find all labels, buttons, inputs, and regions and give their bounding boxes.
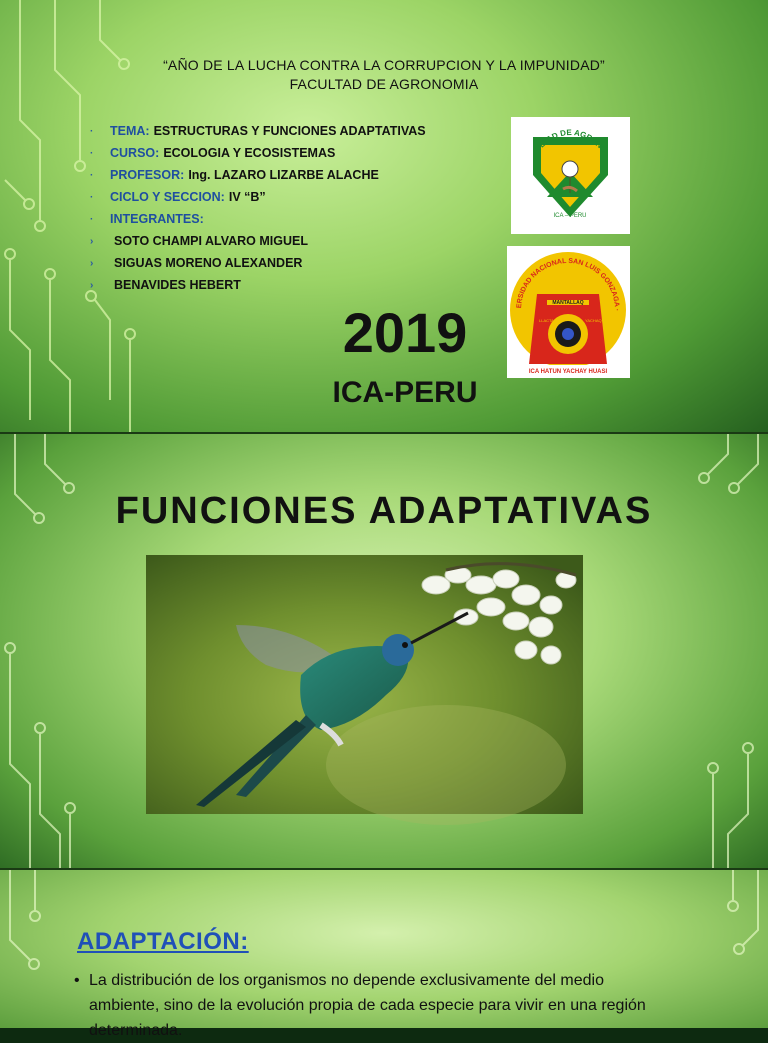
university-logo-side-right: YACHAQ (585, 318, 602, 323)
bullet: › (90, 279, 94, 291)
info-row-profesor (90, 164, 490, 186)
slide-title: FUNCIONES ADAPTATIVAS (115, 490, 653, 532)
hummingbird-photo (146, 555, 583, 814)
member-row (90, 252, 490, 274)
section-title: ADAPTACIÓN: (77, 928, 249, 955)
university-logo-top-text: MANTALLAQ (552, 300, 584, 306)
slide-header (0, 56, 768, 94)
info-label: PROFESOR: (110, 168, 185, 182)
university-logo-side-left: LLACTA (539, 318, 554, 323)
location: ICA-PERU (332, 376, 478, 409)
header-line-1: “AÑO DE LA LUCHA CONTRA LA CORRUPCION Y LA IMPUNIDAD” (163, 57, 605, 73)
info-row-tema (90, 120, 490, 142)
university-logo-ring-text: ERSIDAD NACIONAL SAN LUIS GONZAGA · (515, 257, 621, 312)
member-row (90, 274, 490, 296)
info-row-integrantes (90, 208, 490, 230)
year: 2019 (342, 301, 468, 364)
bullet: · (90, 125, 94, 137)
bullet: › (90, 235, 94, 247)
member-row (90, 230, 490, 252)
info-value: IV “B” (228, 190, 266, 204)
university-logo (507, 246, 630, 378)
faculty-logo-text: ULTAD DE AGRONO (532, 127, 610, 155)
info-label: TEMA: (110, 124, 150, 138)
functions-slide (0, 434, 768, 868)
header-line-2: FACULTAD DE AGRONOMIA (289, 76, 479, 92)
faculty-logo (511, 117, 630, 234)
member-name: BENAVIDES HEBERT (114, 278, 241, 292)
adaptation-slide (0, 870, 768, 1039)
info-label: CICLO Y SECCION: (110, 190, 225, 204)
paragraph-text: La distribución de los organismos no depende exclusivamente del medio ambiente, sino de la evolución propia de cada especie para vivir en una región determinada. (89, 972, 646, 1039)
info-label: CURSO: (110, 146, 160, 160)
info-row-ciclo (90, 186, 490, 208)
info-list (90, 120, 490, 296)
bullet: · (90, 213, 94, 225)
bullet: · (90, 191, 94, 203)
member-name: SOTO CHAMPI ALVARO MIGUEL (114, 234, 308, 248)
bullet: · (90, 147, 94, 159)
info-value: Ing. LAZARO LIZARBE ALACHE (188, 168, 379, 182)
info-label: INTEGRANTES: (110, 212, 204, 226)
info-value: ESTRUCTURAS Y FUNCIONES ADAPTATIVAS (153, 124, 426, 138)
info-row-curso (90, 142, 490, 164)
bullet: › (90, 257, 94, 269)
faculty-logo-subtext: ICA – PERU (553, 213, 587, 219)
university-logo-bottom-text: ICA HATUN YACHAY HUASI (528, 369, 608, 375)
bullet: · (90, 169, 94, 181)
paragraph (74, 968, 677, 1043)
member-name: SIGUAS MORENO ALEXANDER (114, 256, 303, 270)
info-value: ECOLOGIA Y ECOSISTEMAS (163, 146, 336, 160)
title-slide (0, 0, 768, 432)
bullet: • (74, 972, 80, 989)
